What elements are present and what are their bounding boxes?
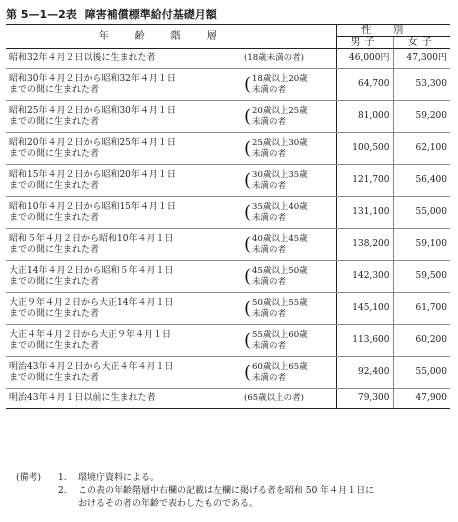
female-amount: 47,300円 bbox=[393, 49, 450, 69]
female-amount: 53,300 bbox=[393, 69, 450, 101]
female-amount: 55,000 bbox=[393, 197, 450, 229]
female-amount: 47,900 bbox=[393, 389, 450, 409]
female-amount: 55,000 bbox=[393, 357, 450, 389]
generation-cell bbox=[6, 133, 242, 165]
bracket: ( bbox=[244, 201, 252, 223]
header-sex: 性別 bbox=[336, 25, 450, 37]
generation-text-cont: までの間に生まれた者 bbox=[9, 372, 100, 383]
bracket: ( bbox=[244, 233, 252, 255]
female-amount: 59,200 bbox=[393, 101, 450, 133]
male-amount: 113,600 bbox=[336, 325, 393, 357]
age-text: 35歳以上40歳 bbox=[252, 201, 308, 212]
generation-text-cont: までの間に生まれた者 bbox=[9, 308, 100, 319]
table-row bbox=[6, 197, 450, 229]
generation-cell bbox=[6, 69, 242, 101]
bracket: ( bbox=[244, 297, 252, 319]
generation-text-cont: までの間に生まれた者 bbox=[9, 84, 100, 95]
generation-text-cont: までの間に生まれた者 bbox=[9, 340, 100, 351]
table-title-text: 障害補償標準給付基礎月額 bbox=[84, 8, 217, 21]
generation-text: 明治43年４月１日以前に生まれた者 bbox=[9, 393, 156, 403]
male-amount: 121,700 bbox=[336, 165, 393, 197]
table-row bbox=[6, 293, 450, 325]
age-cell bbox=[242, 49, 336, 69]
bracket: ( bbox=[244, 361, 252, 383]
age-cell bbox=[242, 133, 336, 165]
male-amount: 142,300 bbox=[336, 261, 393, 293]
generation-cell bbox=[6, 197, 242, 229]
age-text-cont: 未満の者 bbox=[252, 308, 287, 319]
bracket: ( bbox=[244, 137, 252, 159]
male-amount: 64,700 bbox=[336, 69, 393, 101]
male-amount: 138,200 bbox=[336, 229, 393, 261]
age-text: 25歳以上30歳 bbox=[252, 137, 308, 148]
table-row bbox=[6, 133, 450, 165]
age-text: 30歳以上35歳 bbox=[252, 169, 308, 180]
age-text-cont: 未満の者 bbox=[252, 116, 287, 127]
table-title bbox=[6, 6, 217, 22]
generation-cell bbox=[6, 357, 242, 389]
generation-text: 明治43年４月２日から大正４年４月１日 bbox=[9, 361, 174, 372]
bracket: ( bbox=[244, 105, 252, 127]
age-text-cont: 未満の者 bbox=[252, 212, 287, 223]
age-text: (18歳未満の者) bbox=[244, 53, 304, 63]
table-row bbox=[6, 325, 450, 357]
female-amount: 59,100 bbox=[393, 229, 450, 261]
note-2-number: 2. bbox=[58, 486, 67, 496]
age-cell bbox=[242, 165, 336, 197]
age-text-cont: 未満の者 bbox=[252, 244, 287, 255]
age-text: 45歳以上50歳 bbox=[252, 265, 308, 276]
note-1-number: 1. bbox=[58, 473, 67, 483]
male-amount: 81,000 bbox=[336, 101, 393, 133]
female-amount: 56,400 bbox=[393, 165, 450, 197]
age-text: 18歳以上20歳 bbox=[252, 73, 308, 84]
male-amount: 92,400 bbox=[336, 357, 393, 389]
table-row bbox=[6, 69, 450, 101]
age-cell bbox=[242, 293, 336, 325]
generation-cell bbox=[6, 165, 242, 197]
table-row bbox=[6, 357, 450, 389]
generation-text: 大正９年４月２日から大正14年４月１日 bbox=[9, 297, 174, 308]
bracket: ( bbox=[244, 169, 252, 191]
male-amount: 145,100 bbox=[336, 293, 393, 325]
male-amount: 46,000円 bbox=[336, 49, 393, 69]
table-row bbox=[6, 49, 450, 69]
generation-cell bbox=[6, 261, 242, 293]
age-text: (65歳以上の者) bbox=[244, 393, 304, 403]
age-cell bbox=[242, 229, 336, 261]
male-amount: 131,100 bbox=[336, 197, 393, 229]
note-1-text: 環境庁資料による。 bbox=[78, 473, 160, 483]
generation-text-cont: までの間に生まれた者 bbox=[9, 148, 100, 159]
generation-text-cont: までの間に生まれた者 bbox=[9, 244, 100, 255]
notes bbox=[16, 472, 452, 511]
bracket: ( bbox=[244, 73, 252, 95]
age-cell bbox=[242, 261, 336, 293]
generation-cell bbox=[6, 101, 242, 133]
table-number: 第 5—1—2表 bbox=[6, 8, 77, 21]
generation-text-cont: までの間に生まれた者 bbox=[9, 276, 100, 287]
table-row bbox=[6, 101, 450, 133]
female-amount: 61,700 bbox=[393, 293, 450, 325]
bracket: ( bbox=[244, 265, 252, 287]
generation-cell bbox=[6, 293, 242, 325]
age-text-cont: 未満の者 bbox=[252, 180, 287, 191]
age-cell bbox=[242, 357, 336, 389]
generation-cell bbox=[6, 325, 242, 357]
table-row bbox=[6, 229, 450, 261]
header-female: 女子 bbox=[393, 37, 450, 49]
generation-text: 昭和15年４月２日から昭和20年４月１日 bbox=[9, 169, 176, 180]
age-cell bbox=[242, 197, 336, 229]
generation-text: 昭和５年４月２日から昭和10年４月１日 bbox=[9, 233, 174, 244]
age-text-cont: 未満の者 bbox=[252, 148, 287, 159]
generation-text-cont: までの間に生まれた者 bbox=[9, 212, 100, 223]
generation-text: 昭和25年４月２日から昭和30年４月１日 bbox=[9, 105, 176, 116]
bracket: ( bbox=[244, 329, 252, 351]
generation-text-cont: までの間に生まれた者 bbox=[9, 116, 100, 127]
generation-text: 昭和30年４月２日から昭和32年４月１日 bbox=[9, 73, 176, 84]
age-text: 20歳以上25歳 bbox=[252, 105, 308, 116]
table-row bbox=[6, 165, 450, 197]
generation-text: 大正４年４月２日から大正９年４月１日 bbox=[9, 329, 172, 340]
age-cell bbox=[242, 325, 336, 357]
age-cell bbox=[242, 389, 336, 409]
age-text-cont: 未満の者 bbox=[252, 340, 287, 351]
header-age-layer: 年齢階層 bbox=[6, 25, 336, 49]
female-amount: 60,200 bbox=[393, 325, 450, 357]
generation-text-cont: までの間に生まれた者 bbox=[9, 180, 100, 191]
age-text-cont: 未満の者 bbox=[252, 372, 287, 383]
note-2-text: この表の年齢階層中右欄の記載は左欄に掲げる者を昭和 50 年４月１日に bbox=[78, 486, 375, 496]
header-male: 男子 bbox=[336, 37, 393, 49]
table-row bbox=[6, 261, 450, 293]
age-text: 40歳以上45歳 bbox=[252, 233, 308, 244]
generation-cell bbox=[6, 229, 242, 261]
generation-text: 昭和32年４月２日以後に生まれた者 bbox=[9, 53, 156, 63]
table-row bbox=[6, 389, 450, 409]
female-amount: 62,100 bbox=[393, 133, 450, 165]
notes-label: (備考) bbox=[16, 473, 42, 483]
female-amount: 59,500 bbox=[393, 261, 450, 293]
generation-cell bbox=[6, 49, 242, 69]
generation-text: 昭和20年４月２日から昭和25年４月１日 bbox=[9, 137, 176, 148]
age-text: 50歳以上55歳 bbox=[252, 297, 308, 308]
age-text-cont: 未満の者 bbox=[252, 84, 287, 95]
age-text: 60歳以上65歳 bbox=[252, 361, 308, 372]
age-cell bbox=[242, 69, 336, 101]
age-text: 55歳以上60歳 bbox=[252, 329, 308, 340]
generation-cell bbox=[6, 389, 242, 409]
generation-text: 昭和10年４月２日から昭和15年４月１日 bbox=[9, 201, 176, 212]
male-amount: 100,500 bbox=[336, 133, 393, 165]
generation-text: 大正14年４月２日から昭和５年４月１日 bbox=[9, 265, 174, 276]
male-amount: 79,300 bbox=[336, 389, 393, 409]
age-text-cont: 未満の者 bbox=[252, 276, 287, 287]
benefit-table bbox=[6, 24, 450, 409]
note-2-text-cont: おけるその者の年齢で表わしたものである。 bbox=[78, 499, 259, 509]
age-cell bbox=[242, 101, 336, 133]
